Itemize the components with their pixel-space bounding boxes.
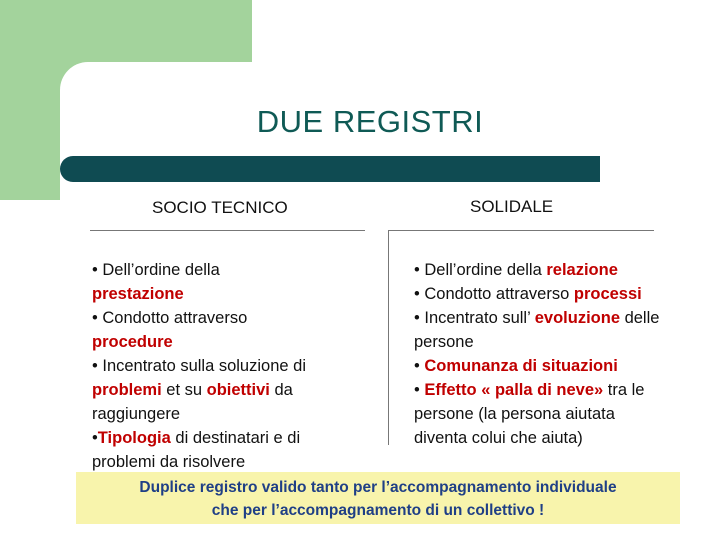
right-column-heading: SOLIDALE [470, 197, 554, 216]
list-item: • Incentrato sulla soluzione di [92, 357, 306, 375]
list-item: problemi et su obiettivi da [92, 381, 293, 399]
list-item: procedure [92, 333, 173, 351]
list-item: •Tipologia di destinatari e di [92, 429, 301, 447]
list-item: persone [414, 333, 474, 351]
title-underline-bar [60, 156, 600, 182]
list-item: • Incentrato sull’ evoluzione delle [414, 309, 660, 327]
list-item: • Comunanza di situazioni [414, 357, 618, 375]
list-item: • Dell’ordine della [92, 261, 220, 279]
list-item: raggiungere [92, 405, 181, 423]
footer-note [76, 472, 680, 524]
slide-title: DUE REGISTRI [256, 104, 484, 139]
right-heading-divider [388, 230, 654, 231]
list-item: • Effetto « palla di neve» tra le [414, 381, 645, 399]
list-item: persone (la persona aiutata [414, 405, 615, 423]
left-column-list [92, 258, 382, 474]
list-item: • Condotto attraverso [92, 309, 248, 327]
right-column-list [414, 258, 719, 450]
footer-line-2: che per l’accompagnamento di un collettivo ! [211, 502, 545, 519]
list-item: • Condotto attraverso processi [414, 285, 642, 303]
list-item: • Dell’ordine della relazione [414, 261, 618, 279]
list-item: prestazione [92, 285, 184, 303]
footer-line-1: Duplice registro valido tanto per l’accompagnamento individuale [139, 479, 617, 496]
column-divider [388, 231, 389, 445]
left-column-heading: SOCIO TECNICO [152, 198, 288, 217]
list-item: diventa colui che aiuta) [414, 429, 583, 447]
list-item: problemi da risolvere [92, 453, 246, 471]
left-heading-divider [90, 230, 365, 231]
